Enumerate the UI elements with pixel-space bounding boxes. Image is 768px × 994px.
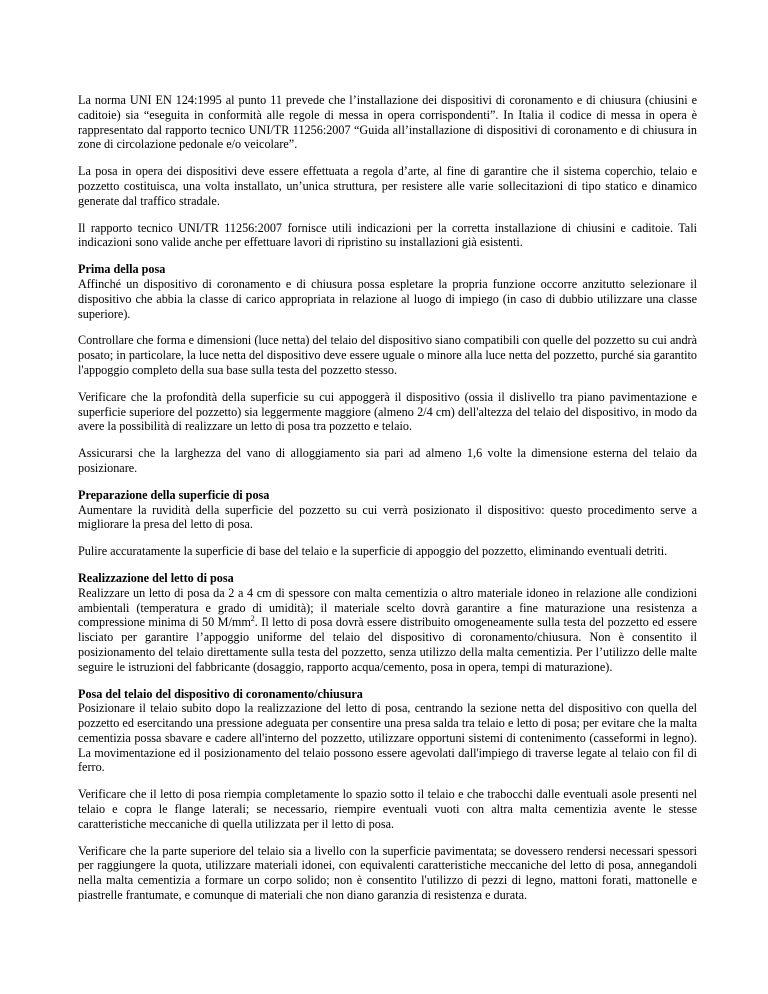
superscript: 2 [250,614,255,624]
section-posa-telaio [78,687,697,776]
section-prima-della-posa [78,262,697,321]
paragraph-text: Posizionare il telaio subito dopo la realizzazione del letto di posa, centrando la sezione netta del dispositivo con quella del pozzetto ed esercitando una pressione adeguata per consentire una presa salda tra telaio e letto di posa; per evitare che la malta cementizia possa sbavare e cadere all'interno del pozzetto, utilizzare opportuni sistemi di contenimento (casseformi in legno). La movimentazione ed il posizionamento del telaio possono essere agevolati dall'impiego di traverse legate al telaio con fil di ferro. [78,701,697,775]
paragraph-text: Pulire accuratamente la superficie di base del telaio e la superficie di appoggio del pozzetto, eliminando eventuali detriti. [78,544,668,559]
paragraph-text: Aumentare la ruvidità della superficie del pozzetto su cui verrà posizionato il dispositivo: questo procedimento serve a migliorare la presa del letto di posa. [78,502,697,532]
paragraph-verificare-profondita [78,390,697,434]
paragraph-assicurarsi [78,446,697,476]
document-page [78,93,697,915]
section-preparazione [78,488,697,532]
paragraph-text: Affinché un dispositivo di coronamento e di chiusura possa espletare la propria funzione occorre anzitutto selezionare il dispositivo che abbia la classe di carico appropriata in relazione al luogo di impiego (in caso di dubbio utilizzare una classe superiore). [78,276,697,321]
paragraph-intro [78,93,697,152]
paragraph-rapporto [78,221,697,251]
paragraph-text: La posa in opera dei dispositivi deve essere effettuata a regola d’arte, al fine di garantire che il sistema coperchio, telaio e pozzetto costituisca, una volta installato, un’unica struttura, per resistere alle varie sollecitazioni di tipo statico e dinamico generate dal traffico stradale. [78,164,697,208]
paragraph-text: Realizzare un letto di posa da 2 a 4 cm di spessore con malta cementizia o altro materiale idoneo in relazione alle condizioni ambientali (temperatura e grado di umidità); il materiale scelto dovrà garantire a fine maturazione una resistenza a compressione minima di 50 M/mm [78,585,697,630]
paragraph-pulire [78,544,697,559]
paragraph-text: Verificare che il letto di posa riempia completamente lo spazio sotto il telaio e che trabocchi dalle eventuali asole presenti nel telaio e copra le flange laterali; se necessario, riempire eventuali vuoti con altra malta cementizia avente le stesse caratteristiche meccaniche di quella utilizzata per il letto di posa. [78,787,697,831]
paragraph-verificare-livello [78,844,697,903]
section-heading: Preparazione della superficie di posa [78,487,270,502]
section-heading: Prima della posa [78,262,166,277]
paragraph-text: Il rapporto tecnico UNI/TR 11256:2007 fornisce utili indicazioni per la corretta installazione di chiusini e caditoie. Tali indicazioni sono valide anche per effettuare lavori di ripristino su installazioni già esistenti. [78,220,697,250]
paragraph-text: Assicurarsi che la larghezza del vano di alloggiamento sia pari ad almeno 1,6 volte la dimensione esterna del telaio da posizionare. [78,446,697,475]
paragraph-controllare [78,333,697,377]
section-heading: Posa del telaio del dispositivo di coronamento/chiusura [78,686,363,701]
section-realizzazione [78,571,697,675]
paragraph-posa [78,164,697,208]
paragraph-text: La norma UNI EN 124:1995 al punto 11 prevede che l’installazione dei dispositivi di coronamento e di chiusura (chiusini e caditoie) sia “eseguita in conformità alle regole di messa in opera corrispondenti”. In Italia il codice di messa in opera è rappresentato dal rapporto tecnico UNI/TR 11256:2007 “Guida all’installazione di dispositivi di coronamento e di chiusura in zone di circolazione pedonale e/o veicolare”. [78,93,697,152]
paragraph-verificare-letto [78,787,697,831]
paragraph-text: Controllare che forma e dimensioni (luce netta) del telaio del dispositivo siano compatibili con quelle del pozzetto su cui andrà posato; in particolare, la luce netta del dispositivo deve essere uguale o minore alla luce netta del pozzetto, purché sia garantito l'appoggio completo della sua base sulla testa del pozzetto stesso. [78,333,698,377]
section-heading: Realizzazione del letto di posa [78,570,234,585]
paragraph-text: Verificare che la parte superiore del telaio sia a livello con la superficie pavimentata; se dovessero rendersi necessari spessori per raggiungere la quota, utilizzare materiali idonei, con equivalenti caratteristiche meccaniche del letto di posa, annegandoli nella malta cementizia a formare un corpo solido; non è consentito l'utilizzo di pezzi di legno, mattoni forati, mattonelle e piastrelle frantumate, e comunque di materiali che non diano garanzia di resistenza e durata. [78,843,697,903]
paragraph-text: Verificare che la profondità della superficie su cui appoggerà il dispositivo (ossia il dislivello tra piano pavimentazione e superficie superiore del pozzetto) sia leggermente maggiore (almeno 2/4 cm) dell'altezza del telaio del dispositivo, in modo da avere la possibilità di realizzare un letto di posa tra pozzetto e telaio. [78,389,697,434]
paragraph-text: . Il letto di posa dovrà essere distribuito omogeneamente sulla testa del pozzetto ed essere lisciato per garantire l’appoggio uniforme del telaio del dispositivo di coronamento/chiusura. Non è consentito il posizionamento del telaio direttamente sulla testa del pozzetto, senza utilizzo della malta cementizia. Per l’utilizzo delle malte seguire le istruzioni del fabbricante (dosaggio, rapporto acqua/cemento, posa in opera, tempi di maturazione). [78,615,697,674]
